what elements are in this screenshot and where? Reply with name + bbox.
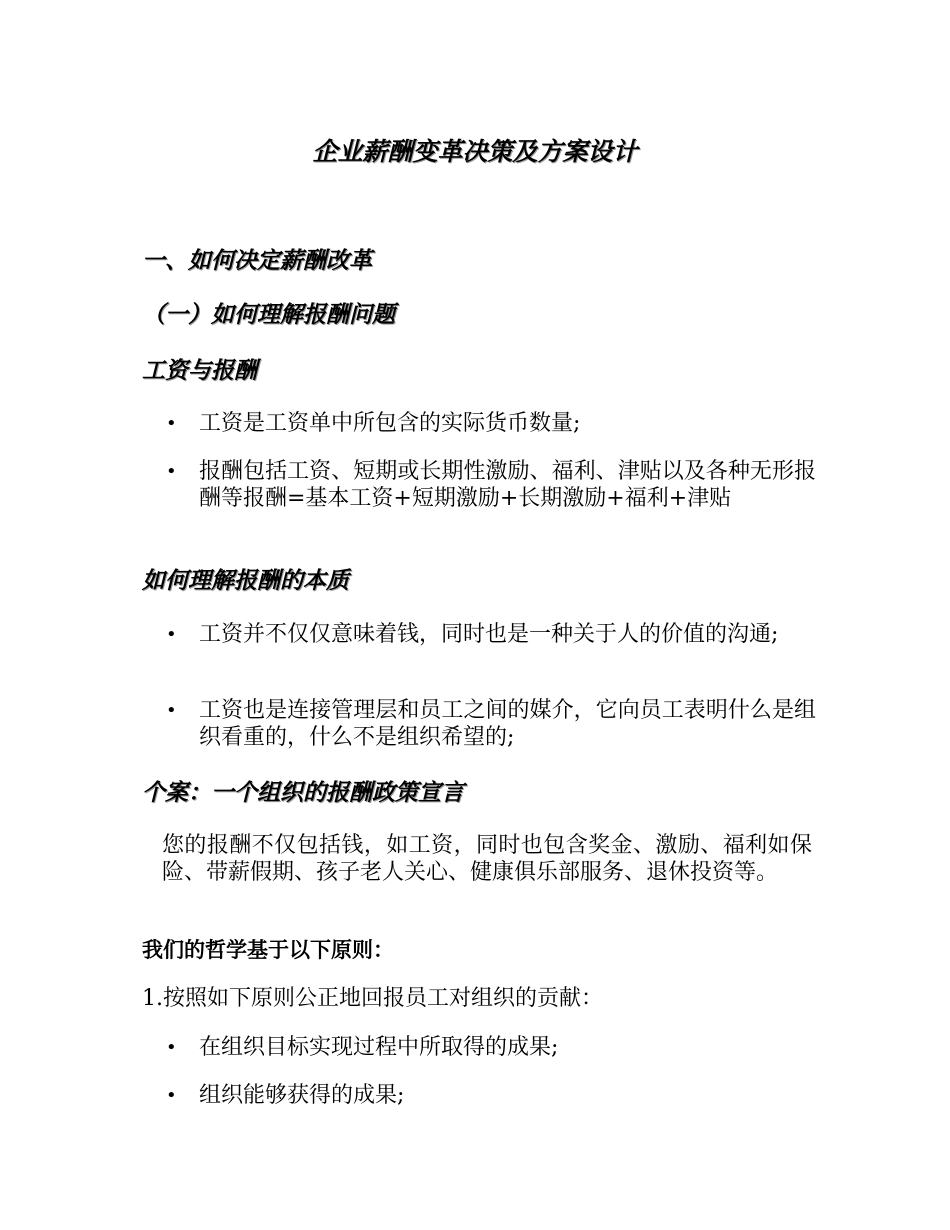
- document-title: 企业薪酬变革决策及方案设计: [312, 137, 638, 166]
- bullet-item: [166, 410, 816, 437]
- heading-case: 个案：一个组织的报酬政策宣言: [142, 779, 464, 806]
- bullet-dot-icon: •: [166, 461, 177, 482]
- bullet-item: [166, 697, 816, 751]
- bullet-item: [166, 1034, 816, 1061]
- case-paragraph: 您的报酬不仅包括钱，如工资，同时也包含奖金、激励、福利如保险、带薪假期、孩子老人关心、健康俱乐部服务、退休投资等。: [162, 833, 812, 885]
- heading-nature-of-pay: 如何理解报酬的本质: [142, 567, 349, 594]
- bullet-text: 报酬包括工资、短期或长期性激励、福利、津贴以及各种无形报酬等报酬=基本工资+短期激励+长期激励+福利+津贴: [199, 459, 816, 511]
- bullet-dot-icon: •: [166, 624, 177, 645]
- bullet-item: [166, 458, 816, 512]
- bullet-dot-icon: •: [166, 413, 177, 434]
- bullet-text: 工资也是连接管理层和员工之间的媒介，它向员工表明什么是组织看重的，什么不是组织希望的;: [199, 698, 816, 750]
- bullet-dot-icon: •: [166, 1085, 177, 1106]
- section-heading-1: 一、如何决定薪酬改革: [142, 247, 372, 274]
- heading-wages-and-pay: 工资与报酬: [142, 357, 257, 384]
- numbered-item-1: 1.按照如下原则公正地回报员工对组织的贡献：: [142, 986, 603, 1011]
- bullet-text: 在组织目标实现过程中所取得的成果;: [199, 1035, 559, 1060]
- bullet-item: [166, 621, 816, 648]
- bullet-text: 工资并不仅仅意味着钱，同时也是一种关于人的价值的沟通;: [199, 622, 779, 647]
- bullet-dot-icon: •: [166, 700, 177, 721]
- bullet-text: 组织能够获得的成果;: [199, 1083, 405, 1108]
- bullet-text: 工资是工资单中所包含的实际货币数量;: [199, 411, 581, 436]
- bullet-item: [166, 1082, 816, 1109]
- heading-philosophy: 我们的哲学基于以下原则：: [142, 937, 394, 962]
- bullet-dot-icon: •: [166, 1037, 177, 1058]
- subsection-heading-1: （一）如何理解报酬问题: [142, 301, 395, 328]
